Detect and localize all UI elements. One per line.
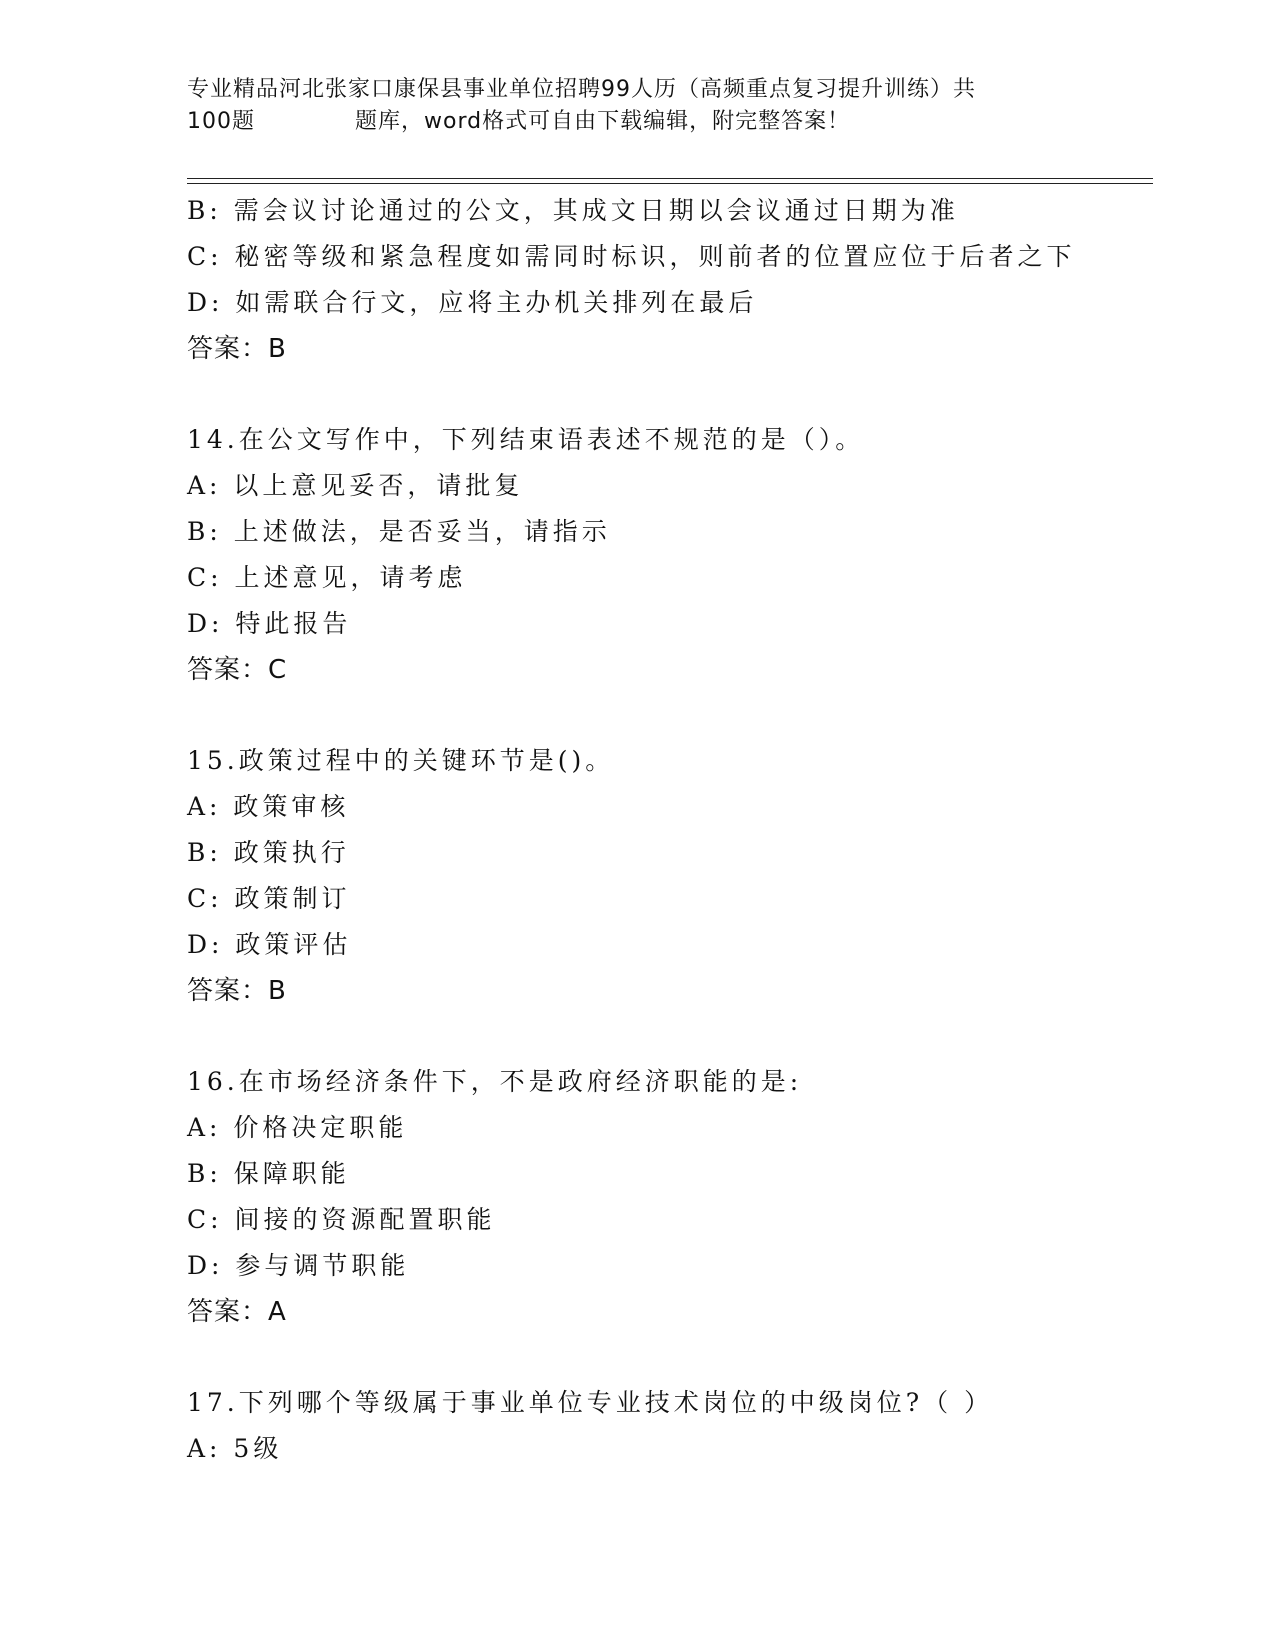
header-divider-top [187, 178, 1153, 179]
continued-question [187, 188, 1147, 372]
option-line: D: 特此报告 [187, 609, 352, 638]
option-line: B: 政策执行 [187, 838, 350, 867]
option-line: A: 价格决定职能 [187, 1113, 408, 1142]
option-line: C: 上述意见，请考虑 [187, 563, 467, 592]
question-stem: 15.政策过程中的关键环节是()。 [187, 746, 615, 775]
option-line: C: 政策制订 [187, 884, 351, 913]
answer-line: 答案：C [187, 655, 288, 685]
option-line: A: 政策审核 [187, 792, 350, 821]
option-line: D: 参与调节职能 [187, 1251, 410, 1280]
answer-line: 答案：B [187, 334, 287, 364]
option-line: D: 政策评估 [187, 930, 352, 959]
option-line: B: 上述做法，是否妥当，请指示 [187, 517, 611, 546]
question-15 [187, 738, 1147, 1014]
question-stem: 17.下列哪个等级属于事业单位专业技术岗位的中级岗位?（ ） [187, 1388, 994, 1417]
answer-line: 答案：B [187, 976, 287, 1006]
header-line-2-suffix: 题库，word格式可自由下载编辑，附完整答案！ [355, 109, 851, 134]
question-17 [187, 1380, 1147, 1472]
answer-line: 答案：A [187, 1297, 287, 1327]
document-header [187, 74, 1067, 138]
option-line: B: 需会议讨论通过的公文，其成文日期以会议通过日期为准 [187, 196, 959, 225]
header-line-2-prefix: 100题 [187, 109, 255, 134]
option-line: A: 5级 [187, 1434, 283, 1463]
option-line: C: 间接的资源配置职能 [187, 1205, 496, 1234]
question-14 [187, 417, 1147, 693]
question-stem: 16.在市场经济条件下，不是政府经济职能的是: [187, 1067, 803, 1096]
header-divider-bottom [187, 183, 1153, 184]
option-line: A: 以上意见妥否，请批复 [187, 471, 524, 500]
question-stem: 14.在公文写作中，下列结束语表述不规范的是（）。 [187, 425, 865, 454]
option-line: D: 如需联合行文，应将主办机关排列在最后 [187, 288, 758, 317]
option-line: C: 秘密等级和紧急程度如需同时标识，则前者的位置应位于后者之下 [187, 242, 1076, 271]
header-line-2 [187, 106, 1067, 138]
question-16 [187, 1059, 1147, 1335]
header-line-1: 专业精品河北张家口康保县事业单位招聘99人历（高频重点复习提升训练）共 [187, 77, 976, 102]
option-line: B: 保障职能 [187, 1159, 350, 1188]
document-body [187, 188, 1147, 1472]
